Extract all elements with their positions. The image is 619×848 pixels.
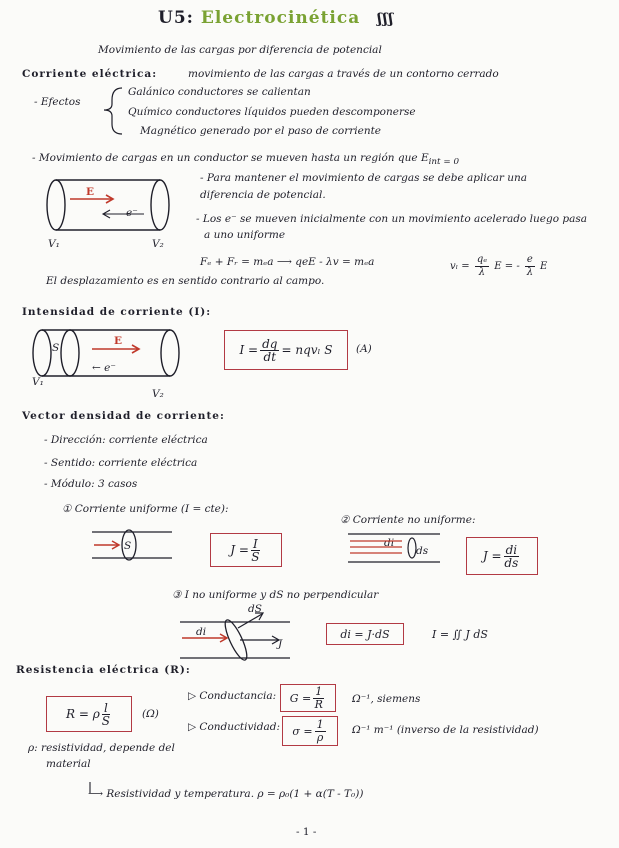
note-line: a uno uniforme: [204, 229, 286, 241]
note-line: - Los e⁻ se mueven inicialmente con un movimiento acelerado luego pasa: [196, 213, 587, 225]
effect-item: Galánico conductores se calientan: [128, 86, 311, 98]
uniform-current-box: J = $\frac{I}{S}$: [210, 533, 282, 567]
potential-label: V₂: [152, 388, 164, 400]
case3-fig-di: di: [196, 626, 207, 638]
resistance-unit: (Ω): [142, 708, 159, 720]
field-label: E: [86, 186, 95, 198]
potential-label: V₁: [32, 376, 44, 388]
resistance-formula-box: R = ρ $\frac{l}{S}$: [46, 696, 132, 732]
potential-label: V₁: [48, 238, 60, 250]
potential-label: V₂: [152, 238, 164, 250]
case2-figure: [348, 534, 440, 562]
scribble-icon: ʃʃʃ: [377, 11, 395, 27]
case2-fig-di: di: [384, 537, 395, 549]
page-number: - 1 -: [296, 826, 317, 838]
note-line: - Para mantener el movimiento de cargas se debe aplicar una: [200, 172, 528, 184]
title-text: Electrocinética: [200, 8, 361, 28]
cylinder-figure-1: [47, 180, 169, 230]
case3-title: ③ I no uniforme y dS no perpendicular: [172, 589, 379, 601]
list-item: - Módulo: 3 casos: [44, 478, 138, 490]
list-item: - Sentido: corriente eléctrica: [44, 457, 198, 469]
effect-item: Químico conductores líquidos pueden descomponerse: [128, 106, 416, 118]
conductivity-unit: Ω⁻¹ m⁻¹ (inverso de la resistividad): [352, 724, 539, 736]
area-label: S: [52, 342, 60, 354]
electron-label: ← e⁻: [92, 362, 116, 374]
corriente-heading: Corriente eléctrica:: [22, 68, 158, 80]
conductivity-box: σ = $\frac{1}{\rho}$: [282, 716, 338, 746]
temperature-line: ⟶ Resistividad y temperatura. ρ = ρ₀(1 + α(T - T₀)): [88, 788, 364, 800]
effects-label: - Efectos: [34, 96, 81, 108]
field-label: E: [114, 335, 123, 347]
subtitle: Movimiento de las cargas por diferencia de potencial: [98, 44, 382, 56]
note-line: diferencia de potencial.: [200, 189, 326, 201]
case2-title: ② Corriente no uniforme:: [340, 514, 476, 526]
cylinder-figure-2: [33, 330, 179, 376]
corriente-definition: movimiento de las cargas a través de un contorno cerrado: [188, 68, 499, 80]
conductance-label: ▷ Conductancia:: [188, 690, 277, 702]
effect-item: Magnético generado por el paso de corriente: [140, 125, 382, 137]
differential-current-box: di = J·dS: [326, 623, 404, 645]
resistencia-heading: Resistencia eléctrica (R):: [16, 664, 191, 676]
brace-shape: [104, 88, 122, 134]
case2-fig-ds: ds: [416, 545, 429, 557]
movement-eq: int = 0: [428, 157, 460, 168]
case3-fig-ds: dS: [248, 603, 262, 615]
conductance-unit: Ω⁻¹, siemens: [352, 693, 421, 705]
list-item: - Dirección: corriente eléctrica: [44, 434, 208, 446]
case3-figure: [180, 613, 290, 662]
case1-fig-label: S: [124, 540, 132, 552]
intensity-formula-box: I = $\frac{dq}{dt}$ = nqvₗ S: [224, 330, 348, 370]
case1-figure: [92, 530, 172, 560]
velocity-equation: vₗ = $\frac{\text{qₑ}}{\lambda}$ E = - $\frac{e}{\lambda}$ E: [450, 254, 548, 278]
nonuniform-current-box: J = $\frac{di}{ds}$: [466, 537, 538, 575]
resistivity-note: material: [46, 758, 91, 770]
unit-tag: (A): [356, 343, 372, 355]
conductance-box: G = $\frac{1}{R}$: [280, 684, 336, 712]
conductivity-label: ▷ Conductividad:: [188, 721, 281, 733]
intensidad-heading: Intensidad de corriente (I):: [22, 306, 212, 318]
electron-label: e⁻: [126, 207, 138, 219]
force-equation: Fₑ + Fᵣ = mₑa ⟶ qeE - λv = mₑa: [200, 256, 375, 268]
case3-fig-j: J: [278, 638, 283, 650]
resistivity-note: ρ: resistividad, depende del: [28, 742, 175, 754]
vector-heading: Vector densidad de corriente:: [22, 410, 225, 422]
case1-title: ① Corriente uniforme (I = cte):: [62, 503, 229, 515]
integral-formula: I = ∬ J dS: [432, 628, 488, 641]
unit-label: U5:: [158, 8, 194, 28]
displacement-note: El desplazamiento es en sentido contrario al campo.: [46, 275, 325, 287]
movement-line: - Movimiento de cargas en un conductor se mueven hasta un región que $E_{int = 0}$: [32, 152, 460, 168]
